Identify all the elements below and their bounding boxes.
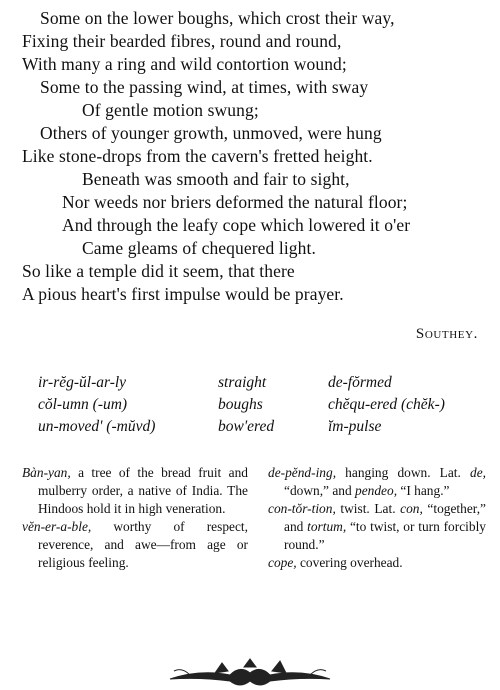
glossary-latin: con,	[400, 501, 423, 516]
glossary-entry	[268, 464, 486, 500]
glossary-definition: “down,” and	[284, 483, 356, 498]
glossary-definition: “to twist, or turn forcibly round.”	[284, 519, 486, 552]
poem-line: And through the leafy cope which lowered it o'er	[62, 215, 411, 235]
glossary-definition: a tree of the bread fruit and mulberry order, a native of India. The Hindoos hold it in high veneration.	[38, 465, 248, 516]
glossary-headword: con-tŏr-tion,	[268, 501, 336, 516]
poem-line: Came gleams of chequered light.	[82, 238, 316, 258]
decorative-ornament-icon	[160, 655, 340, 690]
poem-line: Fixing their bearded fibres, round and round,	[22, 31, 342, 51]
poem-line: With many a ring and wild contortion wound;	[22, 54, 347, 74]
spelling-word: ĭm-pulse	[328, 418, 382, 435]
glossary-definition: covering overhead.	[296, 555, 403, 570]
spelling-word: bow'ered	[218, 418, 275, 435]
glossary-entry	[22, 464, 248, 518]
glossary-headword: Bàn-yan,	[22, 465, 71, 480]
glossary-headword: de-pĕnd-ing,	[268, 465, 337, 480]
poem-line: Some on the lower boughs, which crost their way,	[40, 8, 395, 28]
glossary-entry	[22, 518, 248, 572]
glossary-headword: vĕn-er-a-ble,	[22, 519, 92, 534]
poem-line: Some to the passing wind, at times, with sway	[40, 77, 369, 97]
glossary-entry	[268, 554, 486, 572]
glossary-left-column	[22, 464, 248, 572]
glossary-right-column	[268, 464, 486, 572]
spelling-word: ir-rĕg-ŭl-ar-ly	[38, 374, 127, 391]
poem-line: Others of younger growth, unmoved, were hung	[40, 123, 382, 143]
glossary-definition: twist. Lat.	[335, 501, 401, 516]
poem-line: Of gentle motion swung;	[82, 100, 259, 120]
glossary-headword: cope,	[268, 555, 297, 570]
spelling-word: cŏl-umn (-um)	[38, 396, 128, 413]
spelling-word: chĕqu-ered (chĕk-)	[328, 396, 445, 413]
poem-line: A pious heart's first impulse would be prayer.	[22, 284, 344, 304]
glossary-definition: hanging down. Lat.	[336, 465, 470, 480]
poem-line: So like a temple did it seem, that there	[22, 261, 295, 281]
poem-line: Beneath was smooth and fair to sight,	[82, 169, 350, 189]
glossary-definition: “I hang.”	[397, 483, 450, 498]
glossary-entry	[268, 500, 486, 554]
spelling-word: straight	[218, 374, 267, 391]
poem-line: Like stone-drops from the cavern's fretted height.	[22, 146, 373, 166]
spelling-word: boughs	[218, 396, 263, 413]
glossary-definition: worthy of respect, reverence, and awe—from age or religious feeling.	[38, 519, 248, 570]
spelling-word: de-fŏrmed	[328, 374, 392, 391]
glossary-latin: de,	[470, 465, 486, 480]
glossary-latin: pendeo,	[355, 483, 398, 498]
glossary-latin: tortum,	[307, 519, 347, 534]
glossary-definition: “together,” and	[284, 501, 487, 534]
poem-line: Nor weeds nor briers deformed the natural floor;	[62, 192, 408, 212]
poem-author: Southey.	[415, 326, 478, 342]
spelling-word: un-moved' (-mŭvd)	[38, 418, 156, 435]
